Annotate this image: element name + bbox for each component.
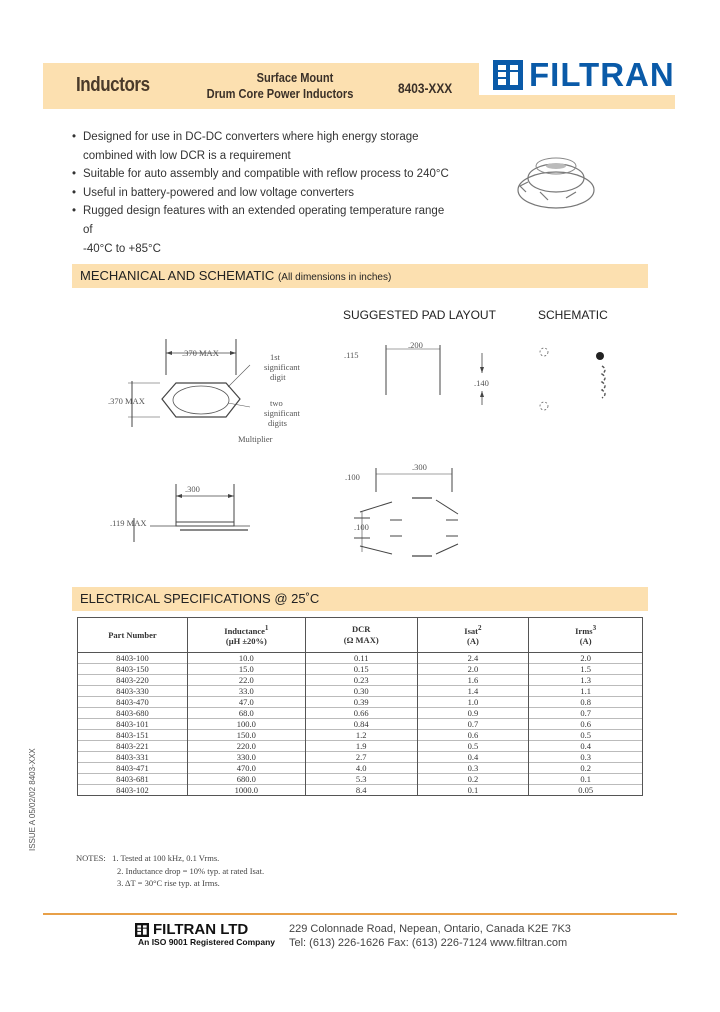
filtran-logo-icon [493, 60, 523, 90]
table-cell: 100.0 [187, 719, 305, 730]
table-cell: 8403-680 [78, 708, 188, 719]
dim-side-height: .370 MAX [108, 396, 145, 406]
pad-layout-drawing-1 [360, 335, 500, 415]
table-cell: 8403-150 [78, 664, 188, 675]
table-cell: 10.0 [187, 653, 305, 664]
subtitle-line-2: Drum Core Power Inductors [206, 86, 354, 101]
mechanical-section-note: (All dimensions in inches) [277, 272, 392, 283]
note-item: 3. ΔT = 30°C rise typ. at Irms. [117, 878, 220, 888]
pad2-dim-pad: .100 [354, 522, 369, 532]
table-cell: 8403-331 [78, 752, 188, 763]
table-cell: 47.0 [187, 697, 305, 708]
table-cell: 1.3 [529, 675, 643, 686]
table-cell: 8.4 [305, 785, 417, 796]
inductor-product-image [508, 152, 600, 216]
pad2-dim-left: .100 [345, 472, 360, 482]
table-cell: 8403-470 [78, 697, 188, 708]
table-cell: 0.11 [305, 653, 417, 664]
table-cell: 1.6 [417, 675, 529, 686]
table-cell: 0.5 [529, 730, 643, 741]
table-cell: 0.4 [417, 752, 529, 763]
footer-iso: An ISO 9001 Registered Company [138, 937, 275, 947]
column-header-irms: Irms$^3$ (A) [529, 618, 643, 653]
dim-base-width: .300 [185, 484, 200, 494]
table-row [78, 741, 643, 752]
table-cell: 0.3 [529, 752, 643, 763]
label-sig-figure: significant [264, 362, 300, 372]
table-cell: 0.5 [417, 741, 529, 752]
dim-top-width: .370 MAX [182, 348, 219, 358]
label-digit: digit [270, 372, 286, 382]
table-cell: 8403-102 [78, 785, 188, 796]
table-cell: 0.6 [529, 719, 643, 730]
footer-contact: Tel: (613) 226-1626 Fax: (613) 226-7124 www.filtran.com [289, 937, 568, 949]
pad-layout-title: SUGGESTED PAD LAYOUT [343, 308, 496, 322]
footer-company: FILTRAN LTD [153, 921, 249, 938]
pad-dim-side: .140 [474, 378, 489, 388]
table-cell: 1.2 [305, 730, 417, 741]
table-cell: 5.3 [305, 774, 417, 785]
table-header-row [78, 618, 643, 653]
table-cell: 33.0 [187, 686, 305, 697]
table-row [78, 763, 643, 774]
table-cell: 15.0 [187, 664, 305, 675]
column-header-isat: Isat$^2$ (A) [417, 618, 529, 653]
table-cell: 2.7 [305, 752, 417, 763]
issue-side-text: ISSUE A 05/02/02 8403-XXX [28, 748, 37, 851]
table-cell: 8403-101 [78, 719, 188, 730]
feature-item: • Suitable for auto assembly and compatible with reflow process to 240°C [72, 168, 449, 181]
table-cell: 8403-681 [78, 774, 188, 785]
footer-address-block [289, 922, 571, 950]
table-cell: 470.0 [187, 763, 305, 774]
table-row [78, 697, 643, 708]
table-cell: 2.4 [417, 653, 529, 664]
table-cell: 680.0 [187, 774, 305, 785]
label-digits: digits [268, 418, 287, 428]
table-row [78, 664, 643, 675]
footer-logo [135, 921, 248, 938]
table-row [78, 708, 643, 719]
table-cell: 0.1 [417, 785, 529, 796]
table-cell: 22.0 [187, 675, 305, 686]
table-cell: 0.7 [529, 708, 643, 719]
table-row [78, 774, 643, 785]
note-item: 2. Inductance drop = 10% typ. at rated Isat. [117, 865, 265, 876]
table-cell: 2.0 [417, 664, 529, 675]
table-cell: 1000.0 [187, 785, 305, 796]
table-cell: 220.0 [187, 741, 305, 752]
schematic-title: SCHEMATIC [538, 308, 608, 322]
table-cell: 8403-151 [78, 730, 188, 741]
table-cell: 0.1 [529, 774, 643, 785]
table-row [78, 675, 643, 686]
label-first-digit: 1st [270, 352, 280, 362]
table-cell: 8403-471 [78, 763, 188, 774]
table-row [78, 752, 643, 763]
table-cell: 68.0 [187, 708, 305, 719]
table-cell: 0.2 [417, 774, 529, 785]
table-cell: 0.2 [529, 763, 643, 774]
table-cell: 8403-330 [78, 686, 188, 697]
table-body [78, 653, 643, 796]
mechanical-section-title: MECHANICAL AND SCHEMATIC [80, 268, 275, 283]
table-cell: 150.0 [187, 730, 305, 741]
table-cell: 2.0 [529, 653, 643, 664]
electrical-spec-table [77, 617, 643, 796]
pad2-dim-top: .300 [412, 462, 427, 472]
column-header-dcr: DCR (Ω MAX) [305, 618, 417, 653]
table-cell: 8403-221 [78, 741, 188, 752]
table-cell: 1.4 [417, 686, 529, 697]
notes-label: NOTES: [76, 853, 106, 863]
header-band-extension [479, 95, 675, 109]
table-cell: 0.23 [305, 675, 417, 686]
dim-base-height: .119 MAX [110, 518, 147, 528]
part-series: 8403-XXX [398, 80, 453, 96]
mechanical-section-header [72, 264, 648, 288]
label-sig-figures: significant [264, 408, 300, 418]
table-cell: 0.39 [305, 697, 417, 708]
feature-item: • Useful in battery-powered and low voltage converters [72, 186, 355, 199]
electrical-section-header [72, 587, 648, 611]
logo-text: FILTRAN [529, 56, 675, 93]
table-cell: 330.0 [187, 752, 305, 763]
table-cell: 1.9 [305, 741, 417, 752]
subtitle-line-1: Surface Mount [256, 70, 334, 85]
table-cell: 1.5 [529, 664, 643, 675]
table-cell: 0.6 [417, 730, 529, 741]
table-row [78, 730, 643, 741]
column-header-part-number: Part Number [78, 618, 188, 653]
table-cell: 1.0 [417, 697, 529, 708]
footer-rule [43, 913, 677, 915]
feature-list [72, 128, 452, 258]
note-item: 1. Tested at 100 kHz, 0.1 Vrms. [112, 853, 220, 863]
footer-logo-icon [135, 923, 149, 937]
page-title: Inductors [76, 74, 150, 96]
label-two: two [270, 398, 283, 408]
table-cell: 0.3 [417, 763, 529, 774]
side-view-drawing [100, 478, 250, 548]
pad-dim-left: .115 [344, 350, 359, 360]
table-cell: 0.30 [305, 686, 417, 697]
label-multiplier: Multiplier [238, 434, 273, 444]
table-cell: 1.1 [529, 686, 643, 697]
footer-address: 229 Colonnade Road, Nepean, Ontario, Canada K2E 7K3 [289, 923, 571, 935]
table-row [78, 785, 643, 796]
schematic-drawing [530, 340, 620, 420]
notes [76, 852, 264, 890]
table-cell: 8403-100 [78, 653, 188, 664]
table-cell: 0.66 [305, 708, 417, 719]
table-cell: 0.8 [529, 697, 643, 708]
feature-item: • Designed for use in DC-DC converters where high energy storage combined with low DCR is a requirement [72, 131, 419, 162]
column-header-inductance: Inductance$^1$ (µH ±20%) [187, 618, 305, 653]
table-cell: 0.15 [305, 664, 417, 675]
table-row [78, 686, 643, 697]
table-row [78, 653, 643, 664]
table-cell: 4.0 [305, 763, 417, 774]
pad-dim-top: .200 [408, 340, 423, 350]
table-cell: 0.05 [529, 785, 643, 796]
table-cell: 0.84 [305, 719, 417, 730]
table-cell: 0.4 [529, 741, 643, 752]
feature-item: • Rugged design features with an extended operating temperature range of -40°C to +85°C [72, 205, 445, 255]
table-cell: 0.7 [417, 719, 529, 730]
table-cell: 0.9 [417, 708, 529, 719]
table-cell: 8403-220 [78, 675, 188, 686]
electrical-section-title: ELECTRICAL SPECIFICATIONS @ 25˚C [80, 591, 320, 606]
table-row [78, 719, 643, 730]
filtran-logo [493, 56, 675, 94]
